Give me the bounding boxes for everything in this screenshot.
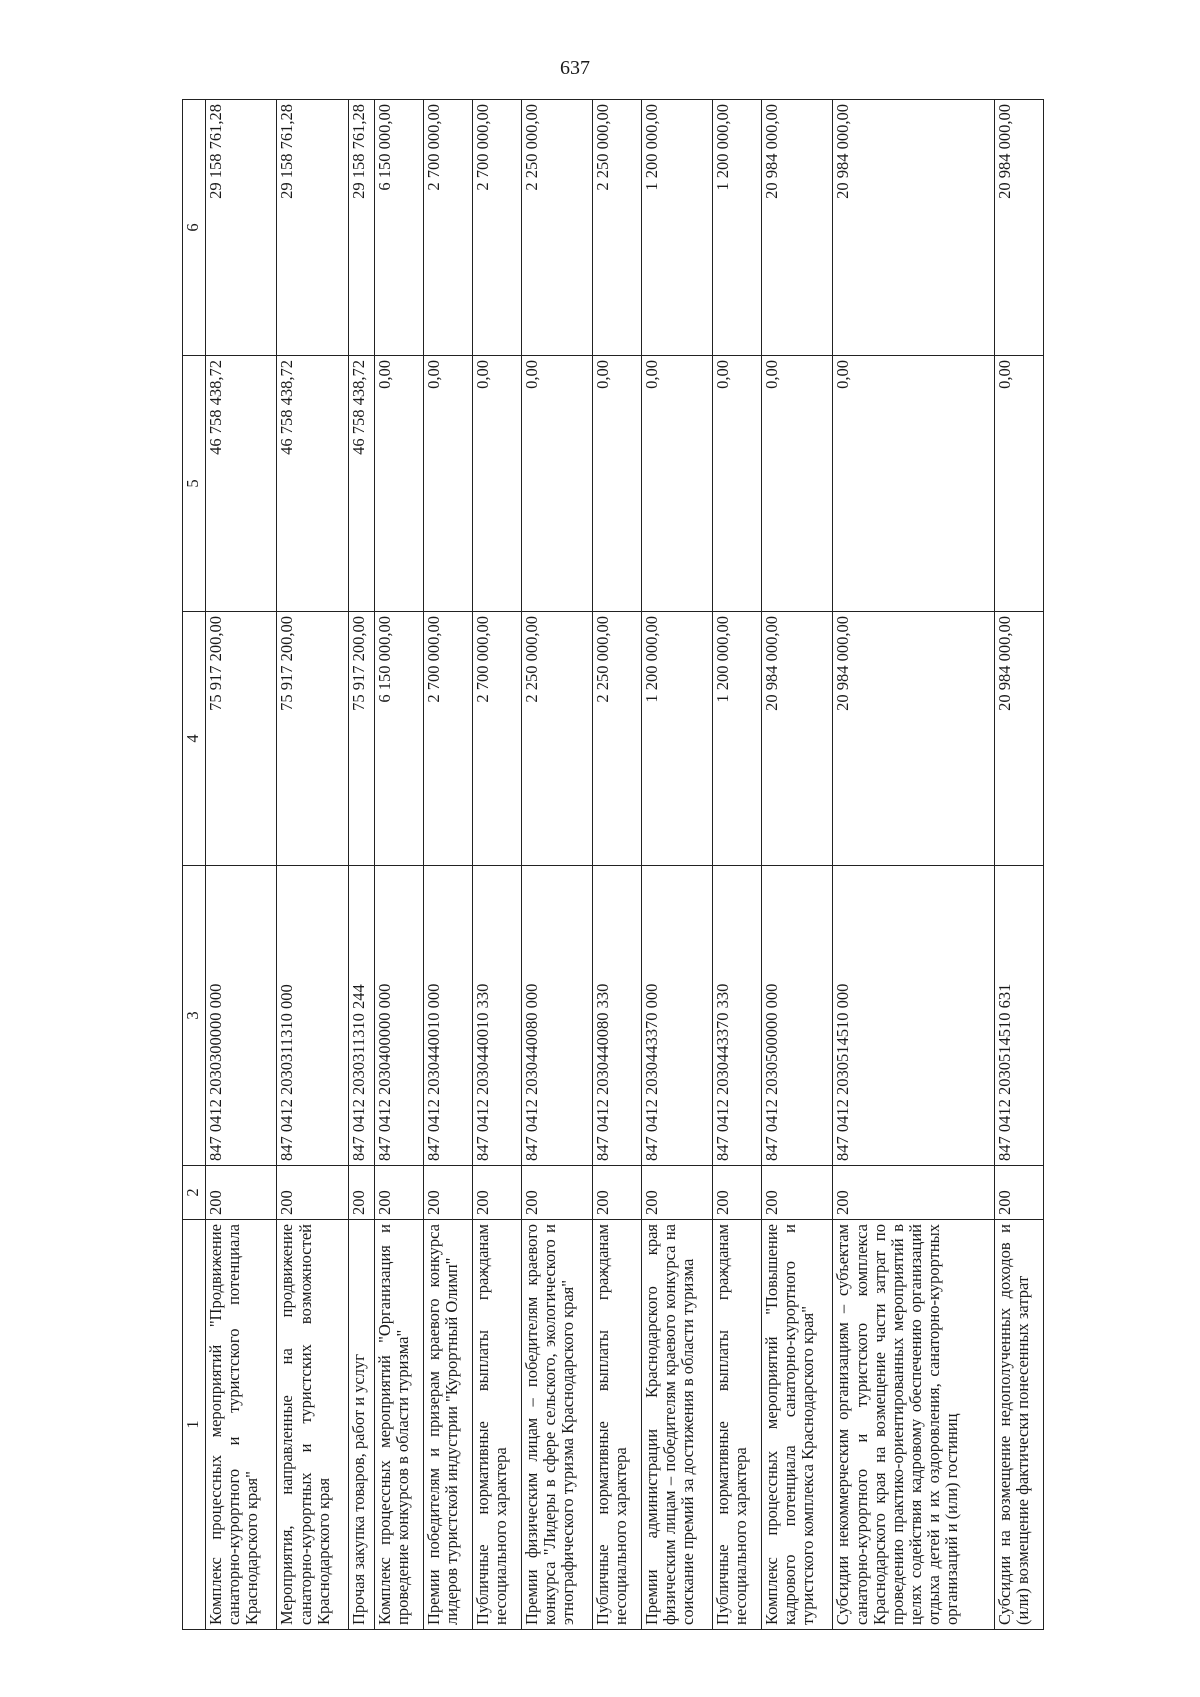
row-code-admin: 200 (713, 1166, 762, 1220)
row-description: Публичные нормативные выплаты гражданам несоциального характера (713, 1220, 762, 1630)
row-code-admin: 200 (641, 1166, 712, 1220)
row-amount-executed: 46 758 438,72 (348, 356, 374, 612)
row-amount-executed: 0,00 (423, 356, 472, 612)
row-amount-executed: 46 758 438,72 (206, 356, 277, 612)
row-amount-executed: 0,00 (713, 356, 762, 612)
row-description: Премии администрации Краснодарского края физическим лицам – победителям краевого конкурса на соискание премий за достижения в области туризма (641, 1220, 712, 1630)
row-budget-code: 847 0412 2030440080 330 (592, 866, 641, 1166)
row-amount-approved: 1 200 000,00 (713, 612, 762, 866)
row-amount-remaining: 29 158 761,28 (277, 100, 348, 356)
table-row (348, 100, 374, 1630)
row-amount-executed: 0,00 (833, 356, 995, 612)
row-budget-code: 847 0412 2030400000 000 (375, 866, 424, 1166)
table-row (713, 100, 762, 1630)
table-row (472, 100, 521, 1630)
row-code-admin: 200 (348, 1166, 374, 1220)
table-row (995, 100, 1044, 1630)
row-code-admin: 200 (277, 1166, 348, 1220)
row-budget-code: 847 0412 2030514510 631 (995, 866, 1044, 1166)
row-budget-code: 847 0412 2030311310 244 (348, 866, 374, 1166)
table-row (375, 100, 424, 1630)
row-budget-code: 847 0412 2030311310 000 (277, 866, 348, 1166)
row-code-admin: 200 (472, 1166, 521, 1220)
page-number: 637 (560, 57, 590, 79)
row-amount-approved: 20 984 000,00 (762, 612, 833, 866)
row-code-admin: 200 (762, 1166, 833, 1220)
row-budget-code: 847 0412 2030514510 000 (833, 866, 995, 1166)
row-amount-executed: 0,00 (641, 356, 712, 612)
row-budget-code: 847 0412 2030440010 330 (472, 866, 521, 1166)
row-amount-approved: 75 917 200,00 (348, 612, 374, 866)
row-code-admin: 200 (995, 1166, 1044, 1220)
row-code-admin: 200 (423, 1166, 472, 1220)
row-description: Мероприятия, направленные на продвижение санаторно-курортных и туристских возможностей Краснодарского края (277, 1220, 348, 1630)
row-budget-code: 847 0412 2030300000 000 (206, 866, 277, 1166)
row-description: Премии победителям и призерам краевого конкурса лидеров туристской индустрии "Курортный Олимп" (423, 1220, 472, 1630)
row-amount-remaining: 20 984 000,00 (833, 100, 995, 356)
column-header-4: 4 (183, 612, 206, 866)
table-row (833, 100, 995, 1630)
column-header-2: 2 (183, 1166, 206, 1220)
row-budget-code: 847 0412 2030500000 000 (762, 866, 833, 1166)
row-amount-approved: 20 984 000,00 (995, 612, 1044, 866)
row-amount-remaining: 20 984 000,00 (995, 100, 1044, 356)
row-description: Комплекс процессных мероприятий "Повышение кадрового потенциала санаторно-курортного и туристского комплекса Краснодарского края" (762, 1220, 833, 1630)
row-amount-approved: 75 917 200,00 (206, 612, 277, 866)
row-amount-remaining: 2 700 000,00 (423, 100, 472, 356)
row-description: Публичные нормативные выплаты гражданам несоциального характера (472, 1220, 521, 1630)
row-description: Прочая закупка товаров, работ и услуг (348, 1220, 374, 1630)
row-amount-approved: 2 250 000,00 (592, 612, 641, 866)
budget-table (182, 99, 1044, 1630)
row-code-admin: 200 (206, 1166, 277, 1220)
row-amount-executed: 0,00 (472, 356, 521, 612)
row-amount-approved: 2 250 000,00 (521, 612, 592, 866)
table-body (206, 100, 1044, 1630)
table-row (423, 100, 472, 1630)
row-amount-approved: 6 150 000,00 (375, 612, 424, 866)
row-amount-remaining: 2 700 000,00 (472, 100, 521, 356)
row-description: Комплекс процессных мероприятий "Продвижение санаторно-курортного и туристского потенциала Краснодарского края" (206, 1220, 277, 1630)
row-amount-remaining: 2 250 000,00 (592, 100, 641, 356)
row-code-admin: 200 (833, 1166, 995, 1220)
row-budget-code: 847 0412 2030440080 000 (521, 866, 592, 1166)
row-amount-approved: 2 700 000,00 (423, 612, 472, 866)
row-code-admin: 200 (592, 1166, 641, 1220)
row-amount-approved: 20 984 000,00 (833, 612, 995, 866)
row-amount-remaining: 1 200 000,00 (713, 100, 762, 356)
header-row (183, 100, 206, 1630)
row-budget-code: 847 0412 2030443370 000 (641, 866, 712, 1166)
column-header-3: 3 (183, 866, 206, 1166)
row-amount-remaining: 6 150 000,00 (375, 100, 424, 356)
row-amount-remaining: 29 158 761,28 (348, 100, 374, 356)
table-row (762, 100, 833, 1630)
row-budget-code: 847 0412 2030443370 330 (713, 866, 762, 1166)
row-amount-executed: 0,00 (592, 356, 641, 612)
table-row (592, 100, 641, 1630)
row-amount-remaining: 2 250 000,00 (521, 100, 592, 356)
row-budget-code: 847 0412 2030440010 000 (423, 866, 472, 1166)
row-amount-remaining: 20 984 000,00 (762, 100, 833, 356)
row-amount-approved: 1 200 000,00 (641, 612, 712, 866)
table-row (277, 100, 348, 1630)
row-description: Комплекс процессных мероприятий "Организация и проведение конкурсов в области туризма" (375, 1220, 424, 1630)
row-amount-approved: 2 700 000,00 (472, 612, 521, 866)
row-amount-remaining: 1 200 000,00 (641, 100, 712, 356)
rotated-table-container (182, 100, 1044, 1630)
row-amount-executed: 46 758 438,72 (277, 356, 348, 612)
table-row (521, 100, 592, 1630)
row-description: Публичные нормативные выплаты гражданам несоциального характера (592, 1220, 641, 1630)
row-description: Премии физическим лицам – победителям краевого конкурса "Лидеры в сфере сельского, экологического и этнографического туризма Краснодарского края" (521, 1220, 592, 1630)
row-description: Субсидии на возмещение недополученных доходов и (или) возмещение фактически понесенных затрат (995, 1220, 1044, 1630)
row-amount-remaining: 29 158 761,28 (206, 100, 277, 356)
row-description: Субсидии некоммерческим организациям – субъектам санаторно-курортного и туристского комплекса Краснодарского края на возмещение части затрат по проведению практико-ориентированных мероприятий в целях содействия кадровому обеспечению организаций отдыха детей и их оздоровления, санаторно-курортных организаций и (или) гостиниц (833, 1220, 995, 1630)
column-header-6: 6 (183, 100, 206, 356)
row-amount-executed: 0,00 (995, 356, 1044, 612)
row-amount-executed: 0,00 (375, 356, 424, 612)
table-row (206, 100, 277, 1630)
row-code-admin: 200 (521, 1166, 592, 1220)
row-amount-executed: 0,00 (762, 356, 833, 612)
column-header-5: 5 (183, 356, 206, 612)
table-row (641, 100, 712, 1630)
row-amount-executed: 0,00 (521, 356, 592, 612)
row-code-admin: 200 (375, 1166, 424, 1220)
column-header-1: 1 (183, 1220, 206, 1630)
row-amount-approved: 75 917 200,00 (277, 612, 348, 866)
